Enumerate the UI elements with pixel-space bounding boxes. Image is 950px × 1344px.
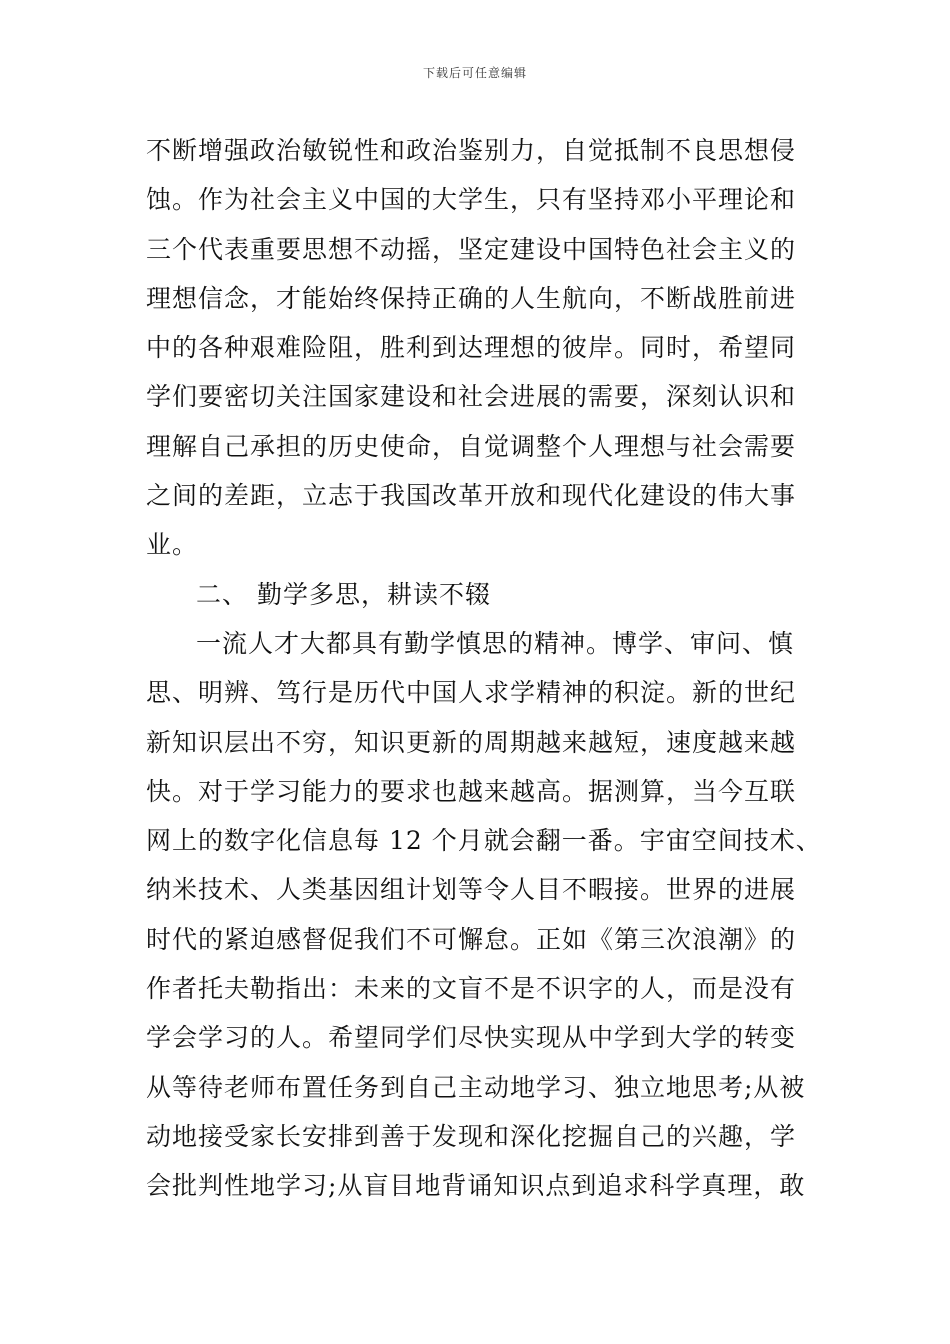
text-line: 理解自己承担的历史使命，自觉调整个人理想与社会需要 [146, 431, 797, 461]
text-line: 中的各种艰难险阻，胜利到达理想的彼岸。同时，希望同 [146, 333, 797, 363]
text-line: 新知识层出不穷，知识更新的周期越来越短，速度越来越 [146, 727, 797, 757]
text-line: 理想信念，才能始终保持正确的人生航向，不断战胜前进 [146, 283, 797, 313]
text-line: 动地接受家长安排到善于发现和深化挖掘自己的兴趣，学 [146, 1121, 797, 1151]
text-line: 会批判性地学习;从盲目地背诵知识点到追求科学真理，敢 [146, 1171, 806, 1201]
text-line: 学会学习的人。希望同学们尽快实现从中学到大学的转变 [146, 1023, 797, 1053]
text-line: 蚀。作为社会主义中国的大学生，只有坚持邓小平理论和 [146, 185, 797, 215]
text-line: 时代的紧迫感督促我们不可懈怠。正如《第三次浪潮》的 [146, 924, 797, 954]
text-line: 不断增强政治敏锐性和政治鉴别力，自觉抵制不良思想侵 [146, 136, 797, 165]
text-line: 一流人才大都具有勤学慎思的精神。博学、审问、慎 [196, 628, 795, 658]
text-line: 网上的数字化信息每 12 个月就会翻一番。宇宙空间技术、 [146, 826, 822, 856]
text-line: 业。 [146, 530, 199, 560]
text-line: 思、明辨、笃行是历代中国人求学精神的积淀。新的世纪 [146, 678, 797, 708]
page-header: 下载后可任意编辑 [422, 66, 527, 80]
text-line: 纳米技术、人类基因组计划等令人目不暇接。世界的进展 [146, 875, 797, 905]
text-line: 学们要密切关注国家建设和社会进展的需要，深刻认识和 [146, 382, 797, 412]
section-heading: 二、 勤学多思，耕读不辍 [196, 579, 491, 609]
document-body [146, 126, 822, 1211]
text-line: 之间的差距，立志于我国改革开放和现代化建设的伟大事 [146, 481, 797, 511]
text-line: 快。对于学习能力的要求也越来越高。据测算，当今互联 [146, 776, 797, 806]
text-line: 从等待老师布置任务到自己主动地学习、独立地思考;从被 [146, 1072, 806, 1102]
text-line: 作者托夫勒指出：未来的文盲不是不识字的人，而是没有 [146, 974, 797, 1004]
text-line: 三个代表重要思想不动摇，坚定建设中国特色社会主义的 [146, 234, 797, 264]
